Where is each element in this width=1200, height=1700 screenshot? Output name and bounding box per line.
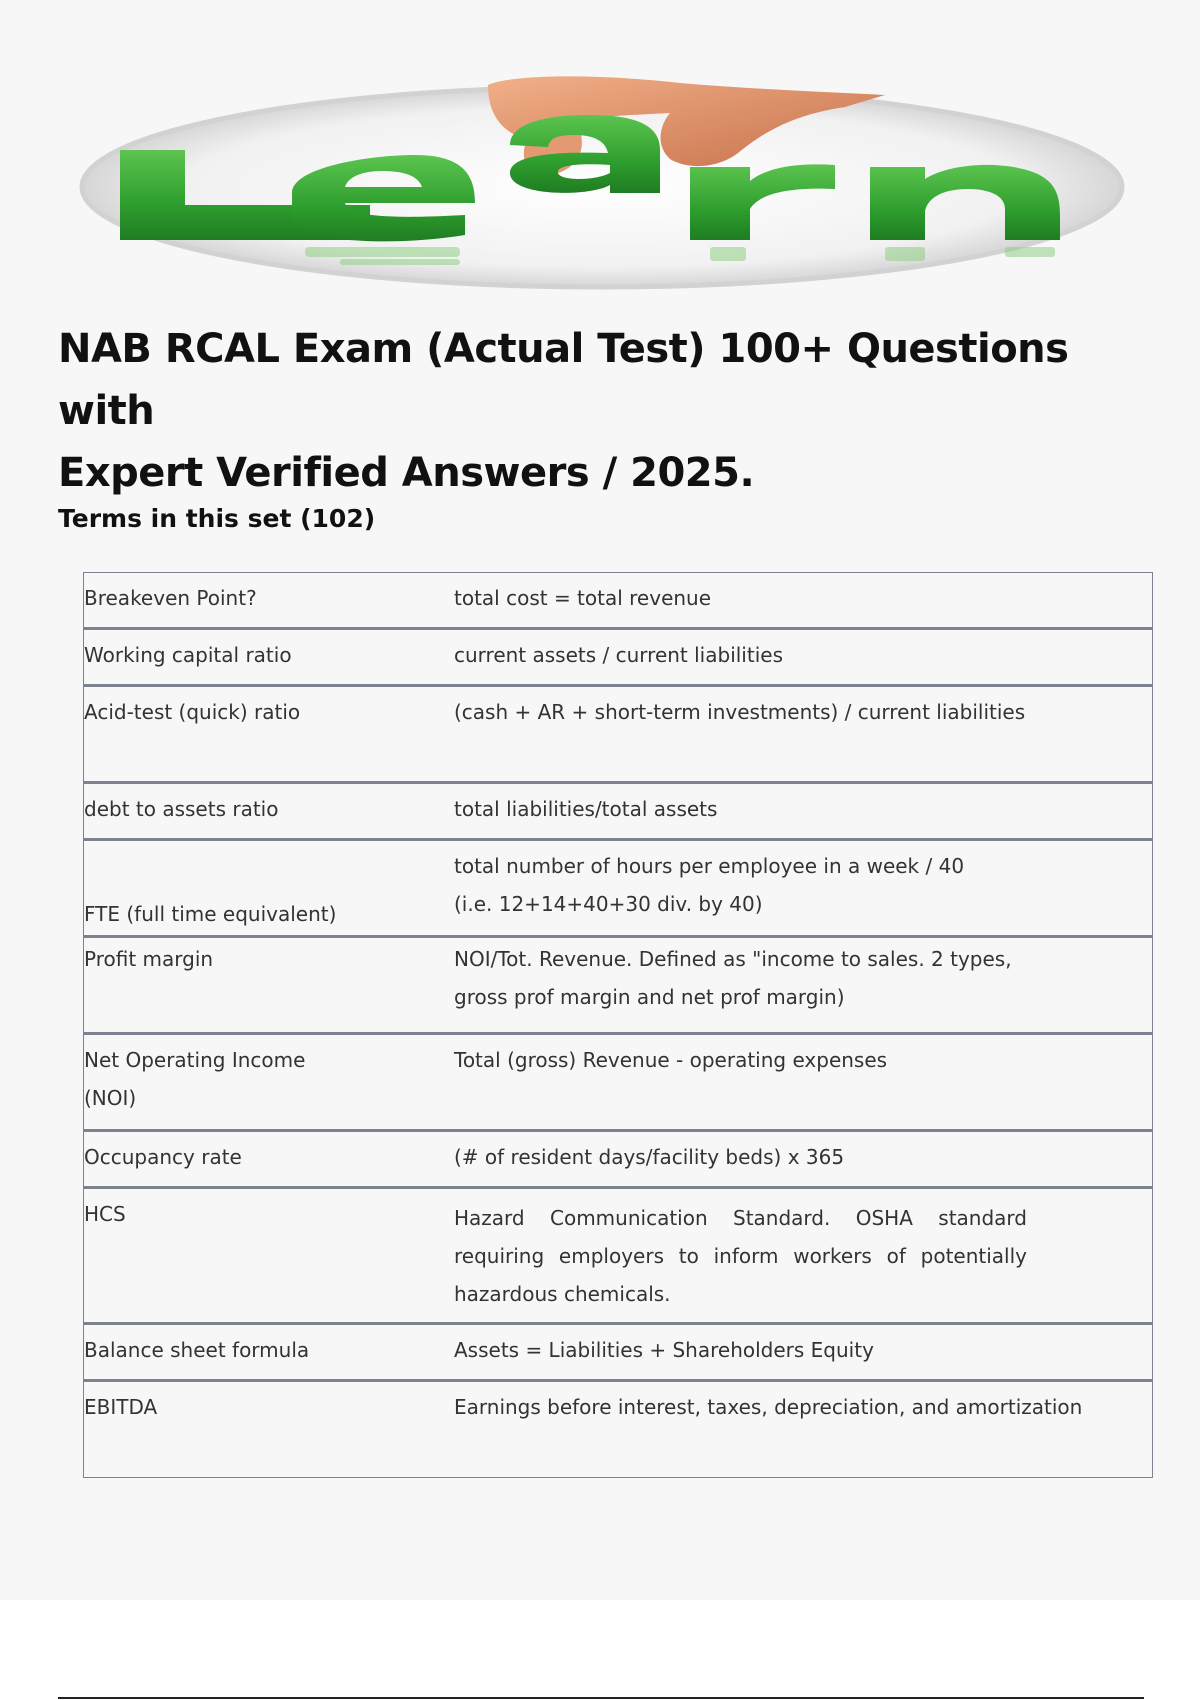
term-cell: FTE (full time equivalent) bbox=[84, 840, 455, 937]
term-cell bbox=[84, 1034, 455, 1131]
learn-logo bbox=[70, 75, 1140, 305]
definition-cell bbox=[454, 840, 1153, 937]
definition-line: (i.e. 12+14+40+30 div. by 40) bbox=[454, 892, 763, 916]
definition-cell: total liabilities/total assets bbox=[454, 783, 1153, 840]
table-row bbox=[84, 573, 1153, 629]
term-cell: Breakeven Point? bbox=[84, 586, 257, 610]
definition-line: NOI/Tot. Revenue. Defined as "income to sales. 2 types, bbox=[454, 947, 1012, 971]
term-cell: EBITDA bbox=[84, 1381, 455, 1478]
table-row bbox=[84, 1188, 1153, 1324]
definition-line: gross prof margin and net prof margin) bbox=[454, 985, 845, 1009]
definition-line: total number of hours per employee in a week / 40 bbox=[454, 854, 965, 878]
table-row bbox=[84, 1034, 1153, 1131]
term-cell: Occupancy rate bbox=[84, 1131, 455, 1188]
term-cell: Working capital ratio bbox=[84, 629, 455, 686]
term-line: (NOI) bbox=[84, 1086, 137, 1110]
footer-divider bbox=[58, 1697, 1144, 1699]
table-row bbox=[84, 1131, 1153, 1188]
definition-cell: Hazard Communication Standard. OSHA standard requiring employers to inform workers of potentially hazardous chemicals. bbox=[454, 1188, 1153, 1324]
table-row bbox=[84, 1381, 1153, 1478]
definition-cell: Total (gross) Revenue - operating expenses bbox=[454, 1034, 1153, 1131]
definition-cell: current assets / current liabilities bbox=[454, 629, 1153, 686]
term-cell: debt to assets ratio bbox=[84, 783, 455, 840]
term-line: Net Operating Income bbox=[84, 1048, 306, 1072]
definition-cell: (# of resident days/facility beds) x 365 bbox=[454, 1131, 1153, 1188]
table-row bbox=[84, 840, 1153, 937]
page-title bbox=[58, 318, 1118, 504]
definition-cell: Earnings before interest, taxes, depreciation, and amortization bbox=[454, 1381, 1153, 1478]
definition-cell bbox=[454, 937, 1153, 1034]
title-line-2: Expert Verified Answers / 2025. bbox=[58, 450, 755, 496]
terms-table bbox=[83, 572, 1153, 1478]
table-row bbox=[84, 783, 1153, 840]
term-cell: Profit margin bbox=[84, 937, 455, 1034]
term-cell: Balance sheet formula bbox=[84, 1324, 455, 1381]
table-row bbox=[84, 686, 1153, 783]
term-cell: HCS bbox=[84, 1188, 455, 1324]
definition-cell: (cash + AR + short-term investments) / current liabilities bbox=[454, 686, 1153, 783]
term-cell: Acid-test (quick) ratio bbox=[84, 686, 455, 783]
definition-cell: total cost = total revenue bbox=[454, 586, 712, 610]
definition-cell: Assets = Liabilities + Shareholders Equity bbox=[454, 1324, 1153, 1381]
table-row bbox=[84, 937, 1153, 1034]
table-row bbox=[84, 629, 1153, 686]
title-line-1: NAB RCAL Exam (Actual Test) 100+ Questions with bbox=[58, 326, 1069, 434]
table-row bbox=[84, 1324, 1153, 1381]
terms-count-heading: Terms in this set (102) bbox=[58, 504, 376, 533]
